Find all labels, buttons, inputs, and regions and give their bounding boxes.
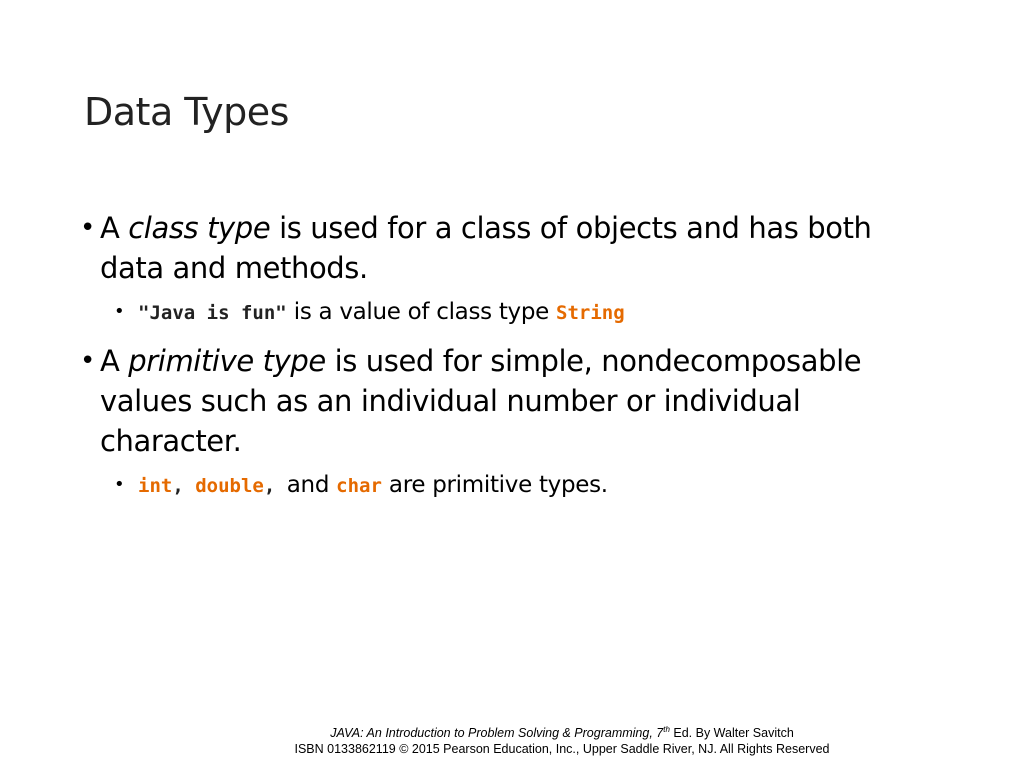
sub-bullet-text: is a value of class type bbox=[286, 299, 557, 325]
code-separator: , bbox=[172, 475, 196, 497]
sub-bullet-primitive-examples bbox=[78, 467, 938, 504]
bullet-text-rest: is used for a class of objects and has both data and methods. bbox=[100, 211, 872, 285]
code-char: char bbox=[336, 475, 382, 497]
footer-title-sup: th bbox=[663, 725, 670, 734]
bullet-emphasis: class type bbox=[128, 211, 271, 245]
sub-bullet-text-and: and bbox=[286, 472, 337, 498]
bullet-text-prefix: A bbox=[100, 344, 129, 378]
slide-footer bbox=[200, 722, 924, 757]
bullet-class-type bbox=[78, 208, 938, 288]
code-java-is-fun: "Java is fun" bbox=[138, 302, 287, 324]
footer-book-title bbox=[200, 722, 924, 741]
bullet-emphasis: primitive type bbox=[128, 344, 326, 378]
code-int: int bbox=[138, 475, 173, 497]
bullet-text-rest: is used for simple, nondecomposable values such as an individual number or individual character. bbox=[100, 344, 862, 458]
slide-body bbox=[78, 208, 938, 514]
bullet-dot-icon: • bbox=[80, 213, 95, 243]
footer-title-suffix: Ed. By Walter Savitch bbox=[669, 726, 794, 741]
sub-bullet-dot-icon: • bbox=[114, 474, 125, 495]
footer-title-prefix: JAVA: An Introduction to Problem Solving & Programming, 7 bbox=[330, 726, 664, 741]
bullet-primitive-type bbox=[78, 341, 938, 461]
slide-title: Data Types bbox=[84, 90, 289, 134]
code-double: double bbox=[195, 475, 264, 497]
code-string: String bbox=[556, 302, 625, 324]
sub-bullet-text-end: are primitive types. bbox=[381, 472, 608, 498]
sub-bullet-string-example bbox=[78, 294, 938, 331]
bullet-dot-icon: • bbox=[80, 346, 95, 376]
footer-copyright: ISBN 0133862119 © 2015 Pearson Education, Inc., Upper Saddle River, NJ. All Rights Reserved bbox=[294, 742, 830, 757]
sub-bullet-dot-icon: • bbox=[114, 301, 125, 322]
code-separator: , bbox=[263, 475, 287, 497]
bullet-text-prefix: A bbox=[100, 211, 129, 245]
